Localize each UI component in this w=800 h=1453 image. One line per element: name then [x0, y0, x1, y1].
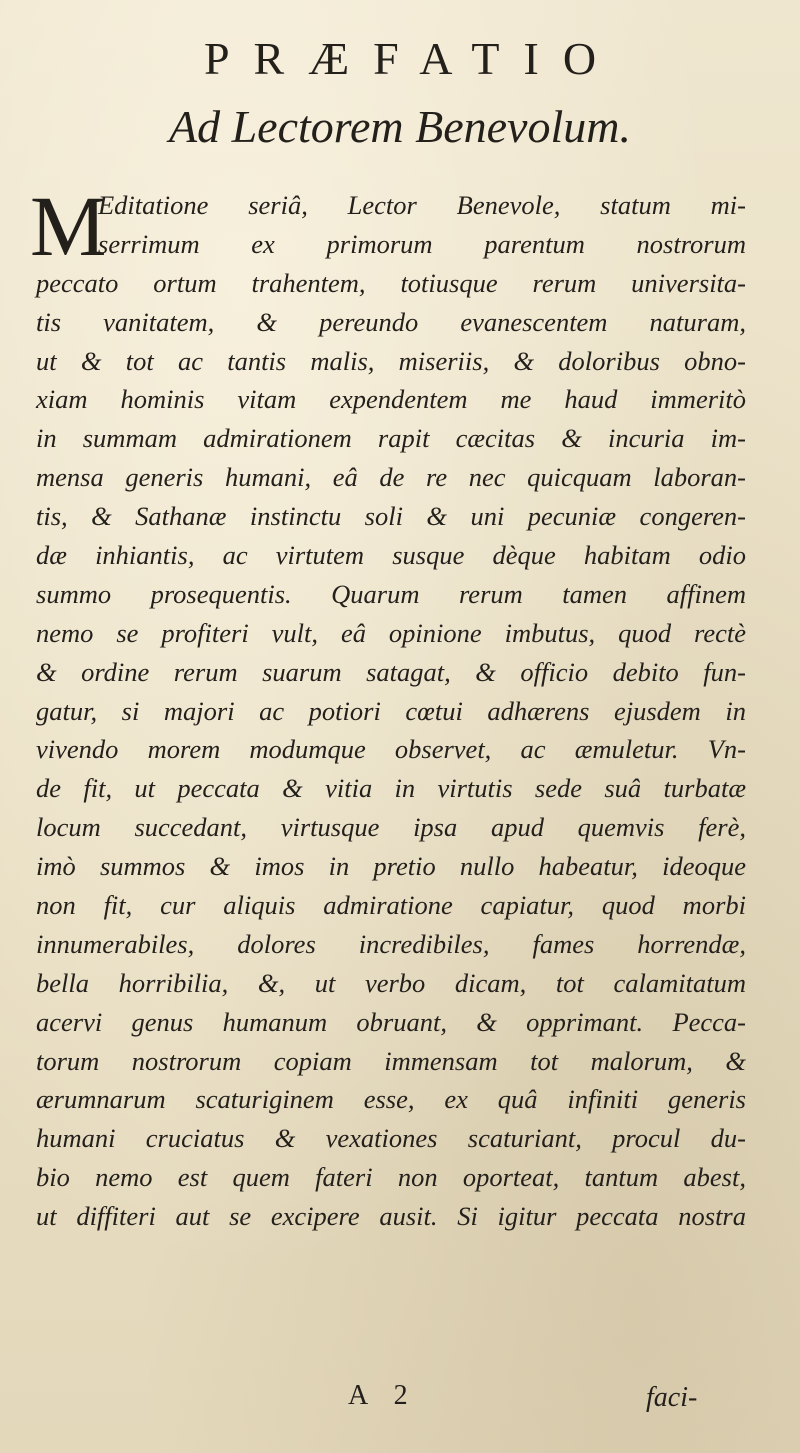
text-line: xiam hominis vitam expendentem me haud immeritò	[36, 384, 746, 415]
text-line: dæ inhiantis, ac virtutem susque dèque habitam odio	[36, 540, 746, 571]
text-line: acervi genus humanum obruant, & opprimant. Pecca-	[36, 1006, 746, 1037]
text-line: nemo se profiteri vult, eâ opinione imbutus, quod rectè	[36, 617, 746, 648]
body-text	[36, 186, 746, 1236]
text-line: in summam admirationem rapit cæcitas & incuria im-	[36, 423, 746, 454]
text-line: serrimum ex primorum parentum nostrorum	[98, 228, 746, 259]
text-line: summo prosequentis. Quarum rerum tamen affinem	[36, 578, 746, 609]
drop-cap: M	[30, 178, 107, 274]
text-line: ærumnarum scaturiginem esse, ex quâ infiniti generis	[36, 1084, 746, 1115]
signature-mark: A 2	[348, 1380, 418, 1411]
text-line: locum succedant, virtusque ipsa apud quemvis ferè,	[36, 812, 746, 843]
text-line: ut & tot ac tantis malis, miseriis, & doloribus obno-	[36, 345, 746, 376]
text-line: humani cruciatus & vexationes scaturiant, procul du-	[36, 1123, 746, 1154]
text-line: bio nemo est quem fateri non oporteat, tantum abest,	[36, 1162, 746, 1193]
catchword: faci-	[646, 1382, 698, 1413]
text-line: tis vanitatem, & pereundo evanescentem naturam,	[36, 306, 746, 337]
text-line: de fit, ut peccata & vitia in virtutis sede suâ turbatæ	[36, 773, 746, 804]
text-line: bella horribilia, &, ut verbo dicam, tot calamitatum	[36, 967, 746, 998]
text-line: ut diffiteri aut se excipere ausit. Si igitur peccata nostra	[36, 1201, 746, 1232]
text-line: innumerabiles, dolores incredibiles, fames horrendæ,	[36, 928, 746, 959]
text-line: torum nostrorum copiam immensam tot malorum, &	[36, 1045, 746, 1076]
page-heading: PRÆFATIO	[203, 33, 621, 84]
text-line: gatur, si majori ac potiori cœtui adhærens ejusdem in	[36, 695, 746, 726]
text-line: Editatione seriâ, Lector Benevole, statum mi-	[98, 190, 746, 220]
text-line: vivendo morem modumque observet, ac æmuletur. Vn-	[36, 734, 746, 765]
text-line: peccato ortum trahentem, totiusque rerum universita-	[36, 267, 746, 298]
text-line: mensa generis humani, eâ de re nec quicquam laboran-	[36, 462, 746, 493]
text-line: & ordine rerum suarum satagat, & officio debito fun-	[36, 656, 746, 687]
text-line: non fit, cur aliquis admiratione capiatur, quod morbi	[36, 890, 746, 921]
page-subheading: Ad Lectorem Benevolum.	[169, 101, 631, 152]
text-line: imò summos & imos in pretio nullo habeatur, ideoque	[36, 851, 746, 882]
text-line: tis, & Sathanæ instinctu soli & uni pecuniæ congeren-	[36, 501, 746, 532]
